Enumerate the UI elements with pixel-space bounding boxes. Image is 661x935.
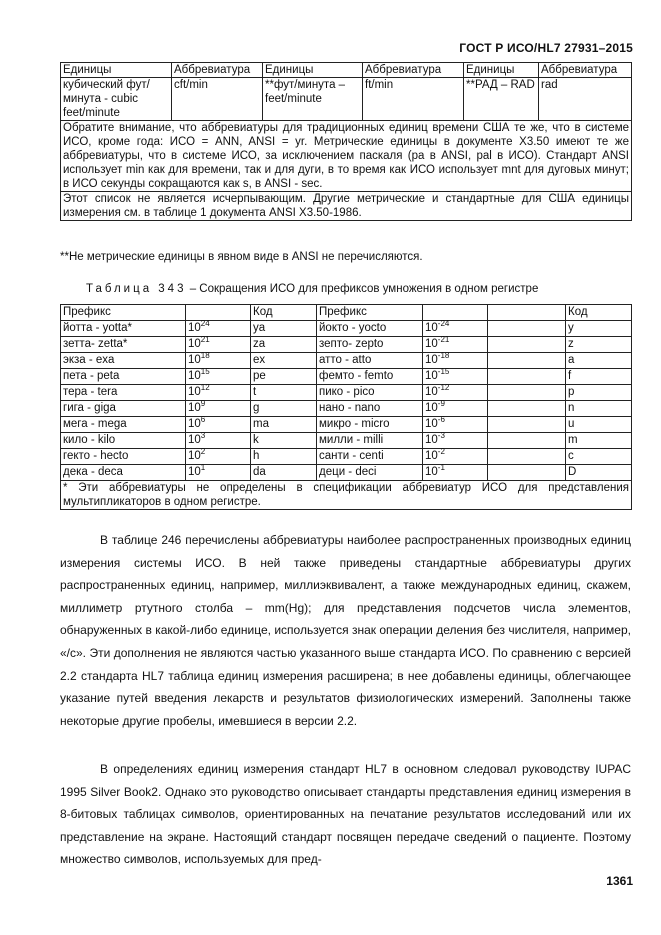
factor-base: 10 bbox=[188, 386, 201, 398]
empty-cell bbox=[488, 353, 566, 369]
factor-exponent: -15 bbox=[437, 367, 450, 376]
code-label: z bbox=[568, 338, 574, 350]
code-label: da bbox=[253, 466, 266, 478]
prefix-label: атто - atto bbox=[319, 354, 372, 366]
prefix-label: тера - tera bbox=[63, 386, 118, 398]
prefix-name bbox=[317, 449, 423, 465]
prefix-label: кило - kilo bbox=[63, 434, 116, 446]
factor-exponent: -21 bbox=[437, 335, 450, 344]
prefix-factor bbox=[423, 433, 488, 449]
paragraph-text: В таблице 246 перечислены аббревиатуры наиболее распространенных производных единиц измерения системы ИСО. В ней также приведены стандартные аббревиатуры других распространенных единиц, например, миллиэквивалент, а также международных единиц, скажем, миллиметр ртутного столба – mm(Hg); для представления подсчетов числа элементов, обнаруженных в какой-либо единице, используется знак операции деления без числителя, например, «/с». Эти дополнения не являются частью указанного выше стандарта ИСО. По сравнению с версией 2.2 стандарта HL7 таблица единиц измерения расширена; в нее добавлены единицы, облегчающее указание путей введения лекарств и результатов физиологических измерений. Заполнены также некоторые другие пробелы, имевшиеся в версии 2.2. bbox=[60, 533, 631, 728]
prefix-code bbox=[251, 433, 317, 449]
prefix-factor bbox=[186, 385, 251, 401]
prefix-code bbox=[566, 417, 632, 433]
prefix-label: йокто - yocto bbox=[319, 322, 387, 334]
table-cell: rad bbox=[539, 78, 632, 121]
code-label: ya bbox=[253, 322, 266, 334]
empty-cell bbox=[488, 401, 566, 417]
factor-exponent: -12 bbox=[437, 383, 450, 392]
prefix-rows bbox=[61, 321, 632, 481]
factor-exponent: 21 bbox=[200, 335, 210, 344]
prefix-factor bbox=[423, 401, 488, 417]
units-note: Обратите внимание, что аббревиатуры для традиционных единиц времени США те же, что в системе ИСО, кроме года: ИСО = ANN, ANSI = yr. Метрические единицы в документе X3.50 имеют те же аббревиатуры, что в системе ИСО, за исключением паскаля (ра в ANSI, pal в ИСО). Стандарт ANSI использует min как для времени, так и для дуги, в то время как ИСО использует mnt для дуговых минут; в ИСО секунды сокращаются как s, в ANSI - sec. bbox=[61, 121, 632, 192]
prefix-label: пета - peta bbox=[63, 370, 120, 382]
units-table bbox=[60, 62, 632, 221]
factor-exponent: 6 bbox=[200, 415, 206, 424]
factor-base: 10 bbox=[425, 370, 438, 382]
prefix-name bbox=[317, 321, 423, 337]
column-header: Единицы bbox=[263, 63, 363, 78]
prefix-code bbox=[566, 401, 632, 417]
prefix-name bbox=[61, 401, 186, 417]
code-label: y bbox=[568, 322, 574, 334]
table-caption-label: Таблица 343 bbox=[86, 283, 187, 295]
table-row bbox=[61, 353, 632, 369]
code-label: pe bbox=[253, 370, 266, 382]
prefix-factor bbox=[186, 337, 251, 353]
prefix-table-header-row bbox=[61, 305, 632, 321]
prefix-footnote: * Эти аббревиатуры не определены в спецификации аббревиатур ИСО для представления мультипликаторов в одном регистре. bbox=[61, 481, 632, 510]
prefix-factor bbox=[186, 417, 251, 433]
factor-base: 10 bbox=[188, 354, 201, 366]
prefix-label: мега - mega bbox=[63, 418, 127, 430]
empty-cell bbox=[488, 433, 566, 449]
column-header: Аббревиатура bbox=[539, 63, 632, 78]
factor-exponent: 15 bbox=[200, 367, 210, 376]
prefix-name bbox=[61, 337, 186, 353]
table-caption bbox=[86, 283, 538, 295]
factor-exponent: -24 bbox=[437, 319, 450, 328]
prefix-code bbox=[566, 465, 632, 481]
table-cell: кубический фут/минута - cubic feet/minute bbox=[61, 78, 172, 121]
factor-base: 10 bbox=[425, 354, 438, 366]
factor-base: 10 bbox=[188, 434, 201, 446]
prefix-factor bbox=[186, 465, 251, 481]
prefix-code bbox=[251, 385, 317, 401]
code-label: D bbox=[568, 466, 577, 478]
prefix-name bbox=[61, 369, 186, 385]
factor-base: 10 bbox=[188, 418, 201, 430]
code-label: za bbox=[253, 338, 266, 350]
code-label: c bbox=[568, 450, 574, 462]
empty-cell bbox=[488, 369, 566, 385]
prefix-name bbox=[61, 417, 186, 433]
page-number: 1361 bbox=[606, 874, 633, 888]
prefix-name bbox=[317, 401, 423, 417]
prefix-code bbox=[566, 337, 632, 353]
table-footnote-row bbox=[61, 481, 632, 510]
factor-base: 10 bbox=[188, 402, 201, 414]
table-cell: ft/min bbox=[363, 78, 464, 121]
table-row bbox=[61, 465, 632, 481]
column-header: Код bbox=[566, 305, 632, 321]
prefix-factor bbox=[186, 449, 251, 465]
prefix-name bbox=[61, 353, 186, 369]
prefix-name bbox=[317, 369, 423, 385]
table-caption-text: Сокращения ИСО для префиксов умножения в одном регистре bbox=[199, 283, 539, 295]
factor-exponent: -3 bbox=[437, 431, 445, 440]
factor-exponent: 2 bbox=[200, 447, 206, 456]
factor-base: 10 bbox=[425, 450, 438, 462]
prefix-label: гига - giga bbox=[63, 402, 116, 414]
factor-base: 10 bbox=[188, 338, 201, 350]
prefix-label: фемто - femto bbox=[319, 370, 394, 382]
table-row bbox=[61, 449, 632, 465]
factor-base: 10 bbox=[425, 402, 438, 414]
table-row bbox=[61, 433, 632, 449]
code-label: f bbox=[568, 370, 572, 382]
prefix-label: экза - exa bbox=[63, 354, 115, 366]
prefix-name bbox=[317, 433, 423, 449]
column-header bbox=[488, 305, 566, 321]
code-label: h bbox=[253, 450, 260, 462]
prefix-name bbox=[61, 433, 186, 449]
code-label: u bbox=[568, 418, 575, 430]
prefix-name bbox=[317, 465, 423, 481]
column-header: Единицы bbox=[61, 63, 172, 78]
prefix-factor bbox=[423, 369, 488, 385]
column-header: Аббревиатура bbox=[363, 63, 464, 78]
column-header: Единицы bbox=[464, 63, 539, 78]
factor-exponent: 12 bbox=[200, 383, 210, 392]
empty-cell bbox=[488, 417, 566, 433]
column-header: Аббревиатура bbox=[172, 63, 263, 78]
factor-exponent: -6 bbox=[437, 415, 445, 424]
factor-base: 10 bbox=[425, 386, 438, 398]
table-cell: cft/min bbox=[172, 78, 263, 121]
empty-cell bbox=[488, 385, 566, 401]
factor-exponent: 9 bbox=[200, 399, 206, 408]
column-header: Префикс bbox=[61, 305, 186, 321]
table-row bbox=[61, 78, 632, 121]
prefix-factor bbox=[423, 465, 488, 481]
factor-exponent: -2 bbox=[437, 447, 445, 456]
code-label: a bbox=[568, 354, 575, 366]
prefix-name bbox=[61, 385, 186, 401]
code-label: m bbox=[568, 434, 578, 446]
table-note-row bbox=[61, 121, 632, 192]
code-label: n bbox=[568, 402, 575, 414]
prefix-name bbox=[317, 353, 423, 369]
factor-base: 10 bbox=[188, 466, 201, 478]
table-cell: **РАД – RAD bbox=[464, 78, 539, 121]
factor-base: 10 bbox=[425, 338, 438, 350]
column-header bbox=[423, 305, 488, 321]
code-label: t bbox=[253, 386, 257, 398]
factor-exponent: 18 bbox=[200, 351, 210, 360]
units-note: Этот список не является исчерпывающим. Другие метрические и стандартные для США единицы измерения см. в таблице 1 документа ANSI X3.50-1986. bbox=[61, 192, 632, 221]
prefix-label: зепто- zepto bbox=[319, 338, 384, 350]
prefix-label: гекто - hecto bbox=[63, 450, 129, 462]
factor-base: 10 bbox=[425, 322, 438, 334]
prefix-label: зетта- zetta* bbox=[63, 338, 128, 350]
prefix-name bbox=[61, 449, 186, 465]
factor-exponent: 24 bbox=[200, 319, 210, 328]
prefix-factor bbox=[186, 369, 251, 385]
prefix-factor bbox=[423, 321, 488, 337]
prefix-label: йотта - yotta* bbox=[63, 322, 132, 334]
prefix-label: микро - micro bbox=[319, 418, 390, 430]
prefix-code bbox=[566, 353, 632, 369]
units-table-header-row bbox=[61, 63, 632, 78]
prefix-factor bbox=[186, 353, 251, 369]
table-row bbox=[61, 321, 632, 337]
code-label: ma bbox=[253, 418, 269, 430]
factor-exponent: 1 bbox=[200, 463, 206, 472]
factor-exponent: -9 bbox=[437, 399, 445, 408]
prefix-code bbox=[251, 353, 317, 369]
table-row bbox=[61, 417, 632, 433]
prefix-code bbox=[251, 369, 317, 385]
factor-base: 10 bbox=[425, 466, 438, 478]
prefix-label: санти - centi bbox=[319, 450, 384, 462]
prefix-label: милли - milli bbox=[319, 434, 384, 446]
prefix-name bbox=[317, 417, 423, 433]
prefix-code bbox=[251, 449, 317, 465]
code-label: ex bbox=[253, 354, 266, 366]
prefix-label: пико - pico bbox=[319, 386, 375, 398]
document-header: ГОСТ Р ИСО/HL7 27931–2015 bbox=[459, 41, 633, 55]
prefix-label: нано - nano bbox=[319, 402, 381, 414]
prefix-label: дека - deca bbox=[63, 466, 123, 478]
prefix-name bbox=[61, 465, 186, 481]
prefix-factor bbox=[423, 417, 488, 433]
factor-exponent: -1 bbox=[437, 463, 445, 472]
factor-base: 10 bbox=[188, 450, 201, 462]
prefix-factor bbox=[423, 337, 488, 353]
empty-cell bbox=[488, 321, 566, 337]
empty-cell bbox=[488, 337, 566, 353]
factor-base: 10 bbox=[425, 434, 438, 446]
code-label: p bbox=[568, 386, 575, 398]
empty-cell bbox=[488, 465, 566, 481]
table-row bbox=[61, 337, 632, 353]
prefix-factor bbox=[423, 449, 488, 465]
prefix-code bbox=[251, 337, 317, 353]
prefix-factor bbox=[186, 401, 251, 417]
prefix-table bbox=[60, 304, 632, 510]
prefix-name bbox=[317, 385, 423, 401]
factor-exponent: 3 bbox=[200, 431, 206, 440]
prefix-code bbox=[251, 417, 317, 433]
column-header: Префикс bbox=[317, 305, 423, 321]
paragraph bbox=[60, 758, 631, 871]
prefix-code bbox=[566, 449, 632, 465]
prefix-name bbox=[317, 337, 423, 353]
prefix-code bbox=[251, 465, 317, 481]
prefix-code bbox=[251, 401, 317, 417]
table-caption-dash: – bbox=[189, 283, 197, 295]
prefix-factor bbox=[423, 353, 488, 369]
prefix-factor bbox=[186, 433, 251, 449]
table-row bbox=[61, 401, 632, 417]
prefix-code bbox=[566, 433, 632, 449]
non-metric-note: **Не метрические единицы в явном виде в ANSI не перечисляются. bbox=[60, 251, 423, 263]
factor-base: 10 bbox=[188, 370, 201, 382]
prefix-code bbox=[251, 321, 317, 337]
prefix-name bbox=[61, 321, 186, 337]
factor-base: 10 bbox=[425, 418, 438, 430]
table-row bbox=[61, 369, 632, 385]
column-header: Код bbox=[251, 305, 317, 321]
prefix-factor bbox=[186, 321, 251, 337]
prefix-factor bbox=[423, 385, 488, 401]
table-note-row bbox=[61, 192, 632, 221]
empty-cell bbox=[488, 449, 566, 465]
factor-exponent: -18 bbox=[437, 351, 450, 360]
table-row bbox=[61, 385, 632, 401]
table-cell: **фут/минута – feet/minute bbox=[263, 78, 363, 121]
paragraph-text: В определениях единиц измерения стандарт HL7 в основном следовал руководству IUPAC 1995 Silver Book2. Однако это руководство описывает стандарты представления единиц измерения в 8-битовых таблицах символов, ориентированных на печатание результатов исследований или их представление на экране. Настоящий стандарт посвящен передаче сведений о пациенте. Поэтому множество символов, используемых для пред- bbox=[60, 762, 631, 867]
prefix-label: деци - deci bbox=[319, 466, 377, 478]
paragraph bbox=[60, 529, 631, 732]
prefix-code bbox=[566, 385, 632, 401]
code-label: g bbox=[253, 402, 260, 414]
column-header bbox=[186, 305, 251, 321]
prefix-code bbox=[566, 321, 632, 337]
code-label: k bbox=[253, 434, 259, 446]
prefix-code bbox=[566, 369, 632, 385]
factor-base: 10 bbox=[188, 322, 201, 334]
